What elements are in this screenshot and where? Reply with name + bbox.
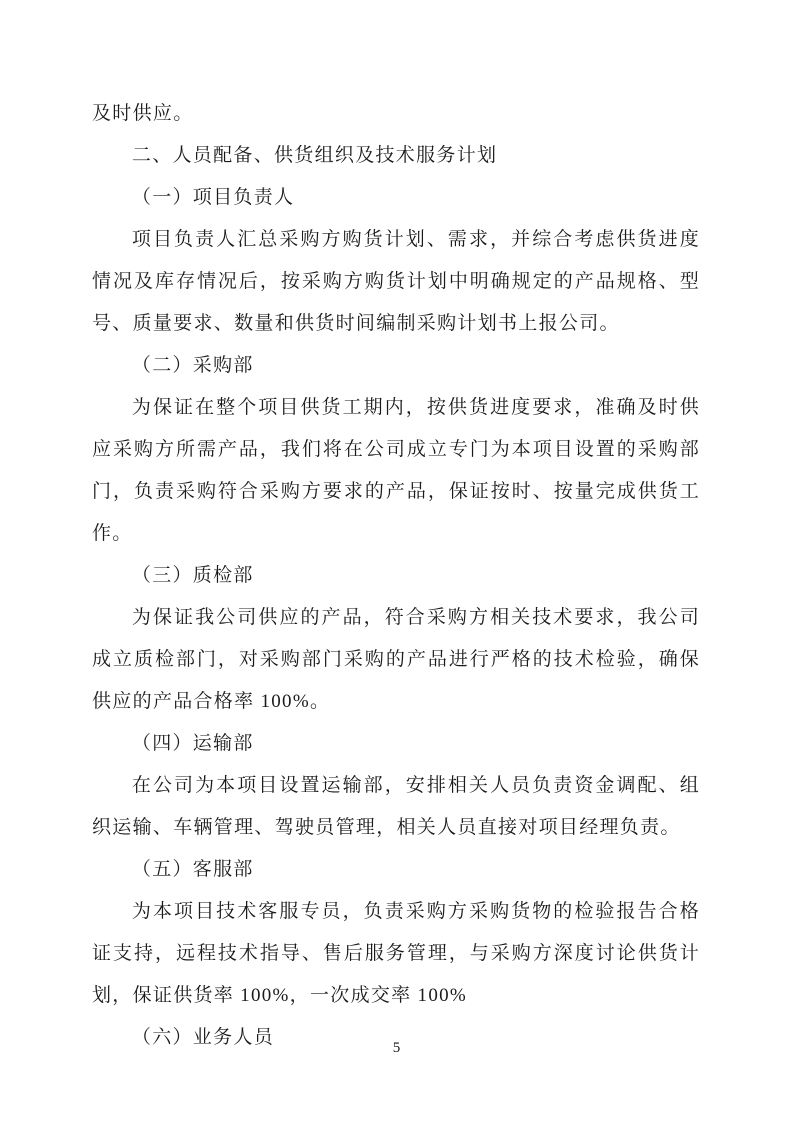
page-number: 5 (392, 1040, 401, 1056)
paragraph-body: 为本项目技术客服专员，负责采购方采购货物的检验报告合格证支持，远程技术指导、售后服务管理，与采购方深度讨论供货计划，保证供货率 100%，一次成交率 100% (92, 901, 700, 1006)
paragraph-body: 为保证我公司供应的产品，符合采购方相关技术要求，我公司成立质检部门，对采购部门采购的产品进行严格的技术检验，确保供应的产品合格率 100%。 (92, 607, 700, 712)
sub-heading-6: （六）业务人员 (131, 1027, 274, 1048)
sub-heading-4: （四）运输部 (131, 733, 254, 754)
paragraph-body: 为保证在整个项目供货工期内，按供货进度要求，准确及时供应采购方所需产品，我们将在公司成立专门为本项目设置的采购部门，负责采购符合采购方要求的产品，保证按时、按量完成供货工作。 (92, 397, 700, 544)
sub-heading-1: （一）项目负责人 (131, 187, 295, 208)
sub-heading-2: （二）采购部 (131, 355, 254, 376)
paragraph-body: 项目负责人汇总采购方购货计划、需求，并综合考虑供货进度情况及库存情况后，按采购方购货计划中明确规定的产品规格、型号、质量要求、数量和供货时间编制采购计划书上报公司。 (92, 229, 700, 334)
document-body (92, 93, 700, 1059)
sub-heading-5: （五）客服部 (131, 859, 254, 880)
paragraph-continuation: 及时供应。 (92, 103, 194, 124)
paragraph-body: 在公司为本项目设置运输部，安排相关人员负责资金调配、组织运输、车辆管理、驾驶员管理，相关人员直接对项目经理负责。 (92, 775, 700, 838)
sub-heading-3: （三）质检部 (131, 565, 254, 586)
section-heading: 二、人员配备、供货组织及技术服务计划 (131, 145, 498, 166)
